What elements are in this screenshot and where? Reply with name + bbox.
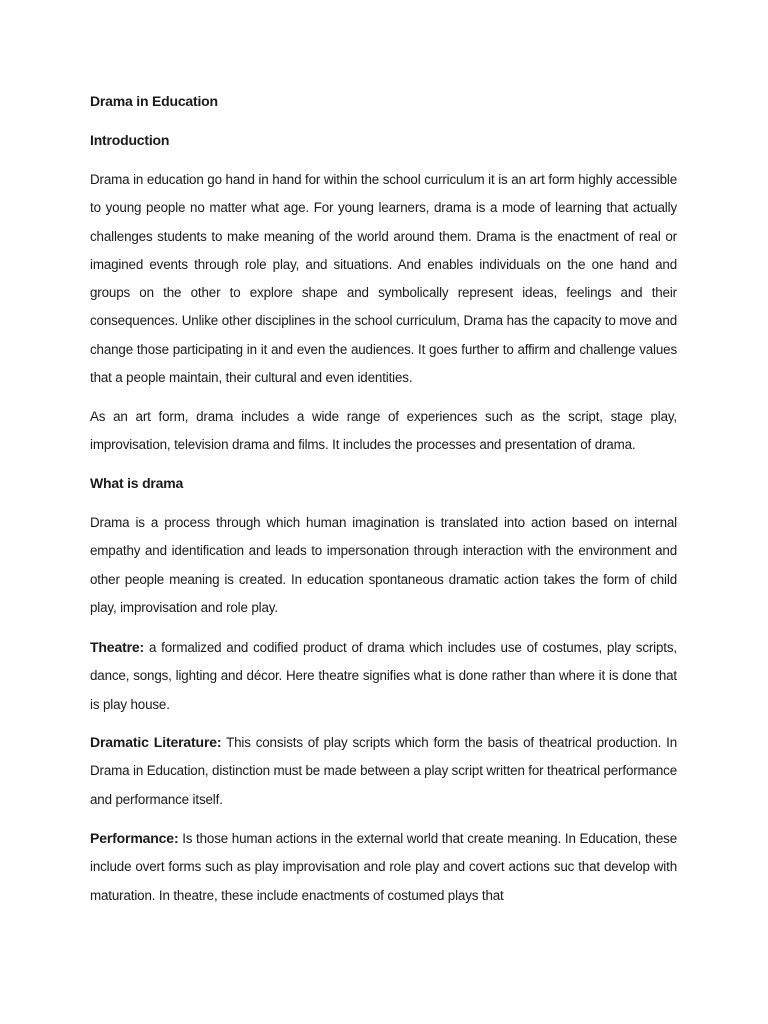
- document-title: Drama in Education: [90, 93, 218, 109]
- introduction-heading: Introduction: [90, 132, 170, 148]
- dramatic-literature-definition: [90, 728, 677, 814]
- what-is-drama-heading: What is drama: [90, 475, 184, 491]
- dramatic-literature-text: This consists of play scripts which form the basis of theatrical production. In Drama in Education, distinction must be made between a play script written for theatrical performance and performance itself.: [90, 735, 677, 807]
- theatre-term: Theatre:: [90, 639, 145, 655]
- document-page: [90, 0, 677, 1024]
- what-is-drama-paragraph: Drama is a process through which human imagination is translated into action based on internal empathy and identification and leads to impersonation through interaction with the environment and other people meaning is created. In education spontaneous dramatic action takes the form of child play, improvisation and role play.: [90, 515, 677, 615]
- introduction-paragraph-1: Drama in education go hand in hand for within the school curriculum it is an art form highly accessible to young people no matter what age. For young learners, drama is a mode of learning that actually challenges students to make meaning of the world around them. Drama is the enactment of real or imagined events through role play, and situations. And enables individuals on the one hand and groups on the other to explore shape and symbolically represent ideas, feelings and their consequences. Unlike other disciplines in the school curriculum, Drama has the capacity to move and change those participating in it and even the audiences. It goes further to affirm and challenge values that a people maintain, their cultural and even identities.: [90, 172, 677, 386]
- dramatic-literature-term: Dramatic Literature:: [90, 734, 222, 750]
- theatre-definition: [90, 633, 677, 719]
- performance-text: Is those human actions in the external world that create meaning. In Education, these include overt forms such as play improvisation and role play and covert actions suc that develop with maturation. In theatre, these include enactments of costumed plays that: [90, 831, 677, 903]
- theatre-text: a formalized and codified product of drama which includes use of costumes, play scripts, dance, songs, lighting and décor. Here theatre signifies what is done rather than where it is done that is play house.: [90, 640, 677, 712]
- performance-term: Performance:: [90, 830, 179, 846]
- performance-definition: [90, 824, 677, 914]
- introduction-paragraph-2: As an art form, drama includes a wide range of experiences such as the script, stage play, improvisation, television drama and films. It includes the processes and presentation of drama.: [90, 409, 677, 453]
